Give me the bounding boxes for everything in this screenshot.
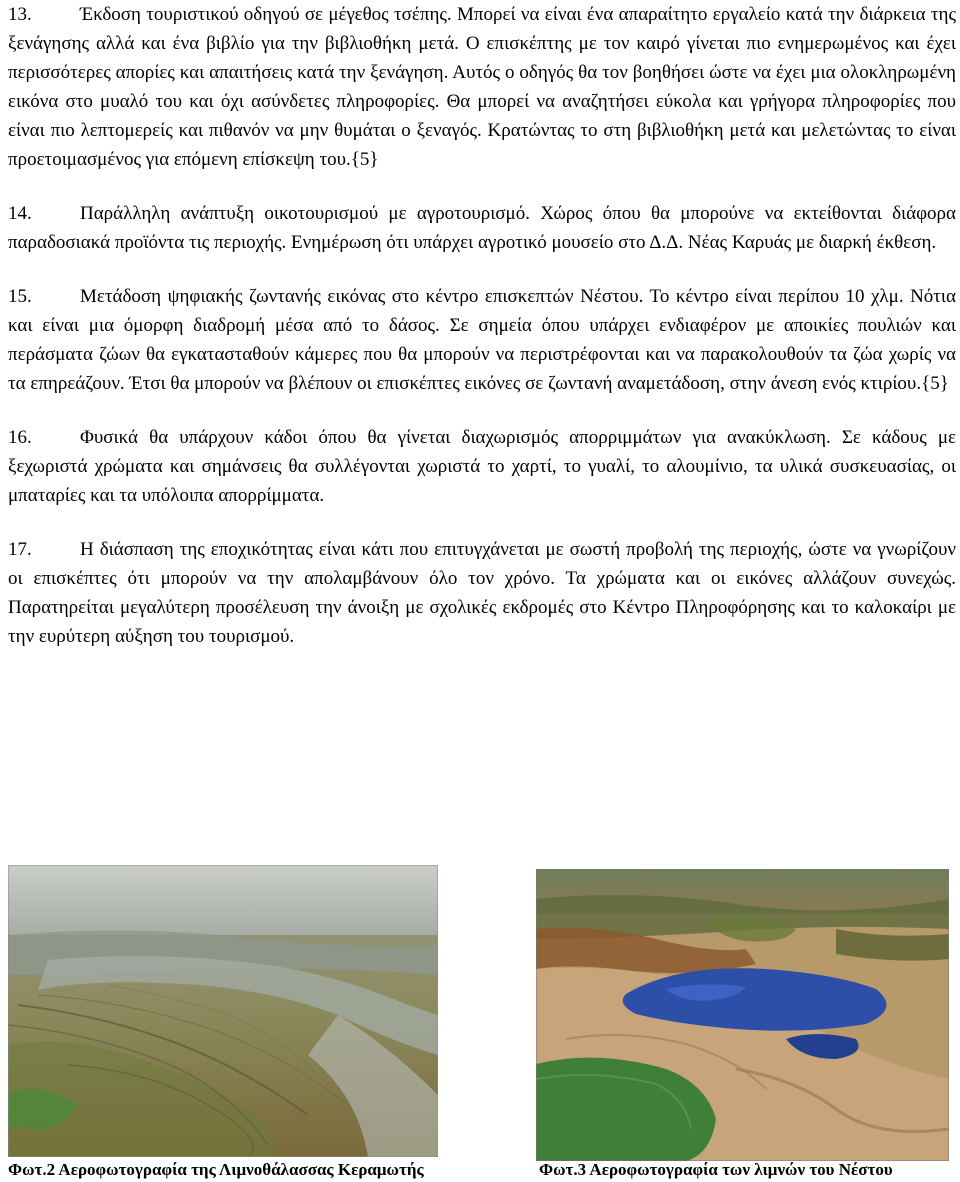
paragraph-number: 17. [8, 539, 32, 560]
paragraph-16 [8, 423, 956, 510]
lagoon-aerial-image [8, 865, 438, 1157]
nestos-lakes-aerial-image [536, 869, 949, 1161]
paragraph-number: 13. [8, 4, 32, 25]
paragraph-13 [8, 0, 956, 174]
paragraph-14 [8, 199, 956, 257]
paragraph-number: 14. [8, 203, 32, 224]
photo-caption-lakes: Φωτ.3 Αεροφωτογραφία των λιμνών του Νέστου [539, 1160, 893, 1179]
photo-row [8, 865, 956, 1182]
paragraph-15 [8, 282, 956, 398]
paragraph-17 [8, 535, 956, 651]
paragraph-number: 16. [8, 427, 32, 448]
lagoon-aerial-photo [8, 865, 438, 1157]
paragraph-text: Παράλληλη ανάπτυξη οικοτουρισμού με αγροτουρισμό. Χώρος όπου θα μπορούνε να εκτείθονται διάφορα παραδοσιακά προϊόντα τις περιοχής. Ενημέρωση ότι υπάρχει αγροτικό μουσείο στο Δ.Δ. Νέας Καρυάς με διαρκή έκθεση. [8, 203, 956, 253]
paragraph-text: Μετάδοση ψηφιακής ζωντανής εικόνας στο κέντρο επισκεπτών Νέστου. Το κέντρο είναι περίπου 10 χλμ. Νότια και είναι μια όμορφη διαδρομή μέσα από το δάσος. Σε σημεία όπου υπάρχει ενδιαφέρον με αποικίες πουλιών και περάσματα ζώων θα εγκατασταθούν κάμερες που θα μπορούν να περιστρέφονται και να παρακολουθούν τα ζώα χωρίς να τα επηρεάζουν. Έτσι θα μπορούν να βλέπουν οι επισκέπτες εικόνες σε ζωντανή αναμετάδοση, στην άνεση ενός κτιρίου.{5} [8, 286, 956, 394]
document-body [8, 0, 956, 676]
photo-caption-lagoon: Φωτ.2 Αεροφωτογραφία της Λιμνοθάλασσας Κεραμωτής [8, 1160, 424, 1179]
paragraph-text: Έκδοση τουριστικού οδηγού σε μέγεθος τσέπης. Μπορεί να είναι ένα απαραίτητο εργαλείο κατά την διάρκεια της ξενάγησης αλλά και ένα βιβλίο για την βιβλιοθήκη μετά. Ο επισκέπτης με τον καιρό γίνεται πιο ενημερωμένος και έχει περισσότερες απορίες και απαιτήσεις κατά την ξενάγηση. Αυτός ο οδηγός θα τον βοηθήσει ώστε να έχει μια ολοκληρωμένη εικόνα στο μυαλό του και όχι ασύνδετες πληροφορίες. Θα μπορεί να αναζητήσει εύκολα και γρήγορα πληροφορίες που είναι πιο λεπτομερείς και πιθανόν να μην θυμάται ο ξεναγός. Κρατώντας το στη βιβλιοθήκη μετά και μελετώντας το είναι προετοιμασμένος για επόμενη επίσκεψη του.{5} [8, 4, 956, 170]
paragraph-text: Η διάσπαση της εποχικότητας είναι κάτι που επιτυγχάνεται με σωστή προβολή της περιοχής, ώστε να γνωρίζουν οι επισκέπτες ότι μπορούν να την απολαμβάνουν όλο τον χρόνο. Τα χρώματα και οι εικόνες αλλάζουν συνεχώς. Παρατηρείται μεγαλύτερη προσέλευση την άνοιξη με σχολικές εκδρομές στο Κέντρο Πληροφόρησης και το καλοκαίρι με την ευρύτερη αύξηση του τουρισμού. [8, 539, 956, 647]
paragraph-text: Φυσικά θα υπάρχουν κάδοι όπου θα γίνεται διαχωρισμός απορριμμάτων για ανακύκλωση. Σε κάδους με ξεχωριστά χρώματα και σημάνσεις θα συλλέγονται χωριστά το χαρτί, το γυαλί, το αλουμίνιο, τα υλικά συσκευασίας, οι μπαταρίες και τα υπόλοιπα απορρίμματα. [8, 427, 956, 506]
nestos-lakes-aerial-photo [536, 869, 949, 1161]
paragraph-number: 15. [8, 286, 32, 307]
